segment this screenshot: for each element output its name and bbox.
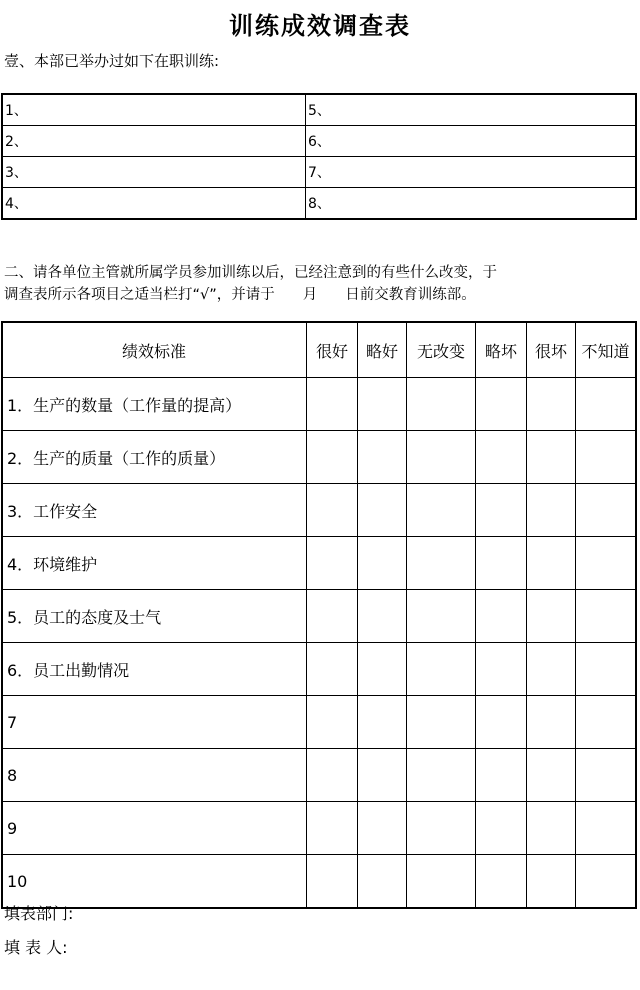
criteria-label: 8: [2, 749, 307, 802]
evaluation-row: [2, 431, 636, 484]
criteria-label: 7: [2, 696, 307, 749]
rating-cell[interactable]: [358, 749, 407, 802]
rating-cell[interactable]: [307, 749, 358, 802]
rating-header: 无改变: [407, 322, 476, 378]
rating-cell[interactable]: [358, 537, 407, 590]
rating-cell[interactable]: [358, 590, 407, 643]
instruction-line-1: 二、请各单位主管就所属学员参加训练以后，已经注意到的有些什么改变，于: [4, 265, 497, 281]
training-row: [2, 188, 636, 220]
rating-cell[interactable]: [307, 537, 358, 590]
rating-cell[interactable]: [576, 855, 637, 909]
evaluation-table: [1, 321, 637, 909]
rating-cell[interactable]: [307, 802, 358, 855]
rating-cell[interactable]: [407, 855, 476, 909]
rating-cell[interactable]: [476, 855, 527, 909]
evaluation-row: [2, 484, 636, 537]
rating-cell[interactable]: [576, 749, 637, 802]
rating-header: 略好: [358, 322, 407, 378]
rating-cell[interactable]: [358, 431, 407, 484]
rating-cell[interactable]: [476, 643, 527, 696]
instruction-line-2-part1: 调查表所示各项目之适当栏打“√”，并请于: [4, 287, 275, 303]
rating-header: 很好: [307, 322, 358, 378]
evaluation-row: [2, 643, 636, 696]
rating-cell[interactable]: [527, 431, 576, 484]
evaluation-row: [2, 378, 636, 431]
criteria-header: 绩效标准: [2, 322, 307, 378]
rating-cell[interactable]: [527, 855, 576, 909]
criteria-label: 6．员工出勤情况: [2, 643, 307, 696]
rating-cell[interactable]: [476, 749, 527, 802]
evaluation-row: [2, 696, 636, 749]
criteria-label: 2．生产的质量（工作的质量）: [2, 431, 307, 484]
criteria-label: 9: [2, 802, 307, 855]
section1-heading: 壹、本部已举办过如下在职训练:: [4, 52, 220, 70]
training-item[interactable]: 8、: [306, 188, 637, 220]
training-item[interactable]: 4、: [2, 188, 306, 220]
instruction-line-2: [4, 284, 638, 306]
criteria-label: 10: [2, 855, 307, 909]
evaluation-row: [2, 749, 636, 802]
rating-cell[interactable]: [576, 590, 637, 643]
evaluation-row: [2, 537, 636, 590]
training-row: [2, 126, 636, 157]
criteria-label: 1．生产的数量（工作量的提高）: [2, 378, 307, 431]
training-row: [2, 157, 636, 188]
rating-cell[interactable]: [576, 802, 637, 855]
training-item[interactable]: 6、: [306, 126, 637, 157]
rating-cell[interactable]: [307, 643, 358, 696]
evaluation-row: [2, 802, 636, 855]
training-item[interactable]: 1、: [2, 94, 306, 126]
rating-cell[interactable]: [576, 484, 637, 537]
rating-cell[interactable]: [407, 431, 476, 484]
rating-cell[interactable]: [476, 537, 527, 590]
rating-cell[interactable]: [527, 537, 576, 590]
rating-cell[interactable]: [476, 696, 527, 749]
person-label: 填 表 人:: [4, 938, 68, 957]
evaluation-row: [2, 855, 636, 909]
rating-cell[interactable]: [476, 378, 527, 431]
rating-cell[interactable]: [307, 696, 358, 749]
rating-cell[interactable]: [476, 431, 527, 484]
rating-cell[interactable]: [358, 855, 407, 909]
criteria-label: 3．工作安全: [2, 484, 307, 537]
rating-cell[interactable]: [358, 378, 407, 431]
rating-cell[interactable]: [527, 590, 576, 643]
rating-cell[interactable]: [358, 643, 407, 696]
training-item[interactable]: 5、: [306, 94, 637, 126]
dept-label: 填表部门:: [4, 904, 74, 923]
rating-header: 略坏: [476, 322, 527, 378]
rating-cell[interactable]: [476, 484, 527, 537]
rating-cell[interactable]: [358, 696, 407, 749]
rating-cell[interactable]: [527, 378, 576, 431]
rating-cell[interactable]: [307, 484, 358, 537]
rating-cell[interactable]: [407, 749, 476, 802]
rating-cell[interactable]: [407, 643, 476, 696]
rating-cell[interactable]: [476, 590, 527, 643]
criteria-label: 4．环境维护: [2, 537, 307, 590]
training-item[interactable]: 7、: [306, 157, 637, 188]
rating-cell[interactable]: [576, 696, 637, 749]
instruction-text: [4, 262, 638, 306]
rating-cell[interactable]: [527, 696, 576, 749]
rating-cell[interactable]: [576, 537, 637, 590]
rating-cell[interactable]: [527, 484, 576, 537]
rating-header: 很坏: [527, 322, 576, 378]
evaluation-row: [2, 590, 636, 643]
training-item[interactable]: 2、: [2, 126, 306, 157]
rating-cell[interactable]: [407, 696, 476, 749]
training-list-table: [1, 93, 637, 220]
month-label: 月: [302, 287, 318, 303]
rating-cell[interactable]: [576, 643, 637, 696]
rating-cell[interactable]: [527, 802, 576, 855]
rating-cell[interactable]: [307, 431, 358, 484]
rating-cell[interactable]: [407, 590, 476, 643]
rating-cell[interactable]: [576, 378, 637, 431]
training-item[interactable]: 3、: [2, 157, 306, 188]
rating-cell[interactable]: [407, 378, 476, 431]
rating-header: 不知道: [576, 322, 637, 378]
criteria-label: 5．员工的态度及士气: [2, 590, 307, 643]
rating-cell[interactable]: [358, 484, 407, 537]
rating-cell[interactable]: [307, 590, 358, 643]
rating-cell[interactable]: [527, 643, 576, 696]
page-title: 训练成效调查表: [229, 11, 411, 40]
training-row: [2, 94, 636, 126]
rating-cell[interactable]: [407, 484, 476, 537]
rating-cell[interactable]: [407, 537, 476, 590]
evaluation-header-row: [2, 322, 636, 378]
rating-cell[interactable]: [307, 378, 358, 431]
rating-cell[interactable]: [527, 749, 576, 802]
rating-cell[interactable]: [476, 802, 527, 855]
rating-cell[interactable]: [407, 802, 476, 855]
instruction-line-2-part2: 日前交教育训练部。: [345, 287, 476, 303]
rating-cell[interactable]: [307, 855, 358, 909]
rating-cell[interactable]: [358, 802, 407, 855]
rating-cell[interactable]: [576, 431, 637, 484]
